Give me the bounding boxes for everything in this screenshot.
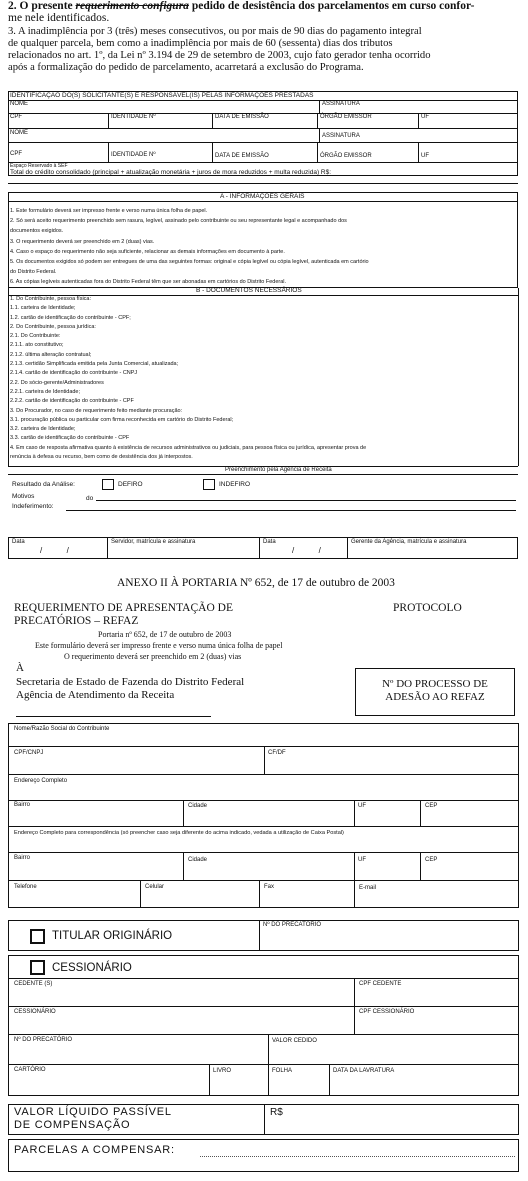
section-a-item: do Distrito Federal. (10, 269, 57, 276)
nome-label-2: NOME (10, 130, 28, 136)
cpf-cnpj-label: CPF/CNPJ (14, 750, 44, 756)
secretaria-line: Secretaria de Estado de Fazenda do Distrito Federal (16, 676, 245, 688)
orgao-emissor-label-2: ÓRGÃO EMISSOR (320, 153, 372, 159)
section-b-item: 2.1.2. última alteração contratual; (10, 351, 92, 358)
section-b-item: 1.1. carteira de Identidade; (10, 305, 76, 312)
fax-label: Fax (264, 884, 275, 890)
item-3-line2: de qualquer parcela, bem como a inadimplência por mais de 60 (sessenta) dias dos tributos (8, 38, 393, 49)
portaria-ref: Portaria nº 652, de 17 de outubro de 2003 (98, 630, 232, 639)
section-b-item: 1.2. cartão de identificação do contribuinte - CPF; (10, 314, 131, 321)
item-2-line2: me nele identificados. (8, 12, 110, 24)
servidor-label: Servidor, matrícula e assinatura (111, 539, 196, 545)
section-a-title: A - INFORMAÇÕES GERAIS (220, 193, 305, 200)
parcelas-label: PARCELAS A COMPENSAR: (14, 1144, 175, 1156)
section-a-item: 3. O requerimento deverá ser preenchido em 2 (duas) vias. (10, 238, 155, 245)
titular-label: TITULAR ORIGINÁRIO (52, 930, 173, 942)
cedente-label: CEDENTE (S) (14, 981, 53, 987)
cessionario-checkbox[interactable] (30, 960, 45, 975)
uf-label: UF (358, 803, 366, 809)
gerente-label: Gerente da Agência, matrícula e assinatura (351, 539, 467, 545)
motivos-label: Motivos (12, 493, 35, 500)
identification-block (8, 91, 518, 176)
section-b-list (10, 295, 515, 462)
identification-header: IDENTIFICAÇÃO DO(S) SOLICITANTE(S) E RESPONSÁVEL(IS) PELAS INFORMAÇÕES PRESTADAS (10, 92, 314, 99)
valor-liquido-line2: DE COMPENSAÇÃO (14, 1119, 131, 1131)
item-3-line3: relacionados no art. 1º, da Lei nº 3.194 de 29 de setembro de 2003, cujo fato gerador tenha ocorrido (8, 50, 431, 61)
uf-label-1: UF (421, 114, 429, 120)
addressee-a: À (16, 662, 24, 674)
item-3-line1: 3. A inadimplência por 3 (três) meses consecutivos, ou por mais de 90 dias do pagamento integral (8, 26, 422, 37)
item-3-text (8, 26, 526, 74)
cidade-label-2: Cidade (188, 857, 208, 863)
section-a-item: 2. Só será aceito requerimento preenchido sem rasura, legível, assinado pelo contribuinte ou seu representante legal e acompanhado dos (10, 218, 347, 225)
annex-heading: ANEXO II À PORTARIA Nº 652, de 17 de outubro de 2003 (117, 577, 395, 589)
assinatura-label-1: ASSINATURA (322, 101, 360, 107)
rs-label: R$ (270, 1107, 283, 1118)
section-b-item: 2.1.1. ato constitutivo; (10, 342, 64, 349)
indefiro-label: INDEFIRO (219, 481, 251, 488)
identidade-label-2: IDENTIDADE Nº (111, 152, 156, 158)
cidade-label: Cidade (188, 803, 208, 809)
section-a-item: 5. Os documentos exigidos só podem ser entregues de uma das seguintes formas: original e cópia legível ou cópia legível, autenticada em cartório (10, 259, 369, 266)
uf-label-2: UF (358, 857, 366, 863)
telefone-label: Telefone (14, 884, 37, 890)
item-2-text (8, 0, 526, 13)
section-b-item: 3. Do Procurador, no caso de requerimento feito mediante procuração: (10, 407, 183, 414)
section-b-item: 2.1.4. cartão de identificação do contribuinte - CNPJ (10, 370, 138, 377)
item-3-line4: após a formalização do pedido de parcelamento, acarretará a exclusão do Programa. (8, 62, 364, 73)
cpf-cedente-label: CPF CEDENTE (359, 981, 402, 987)
orgao-emissor-label-1: ÓRGÃO EMISSOR (320, 114, 372, 120)
email-label: E-mail (359, 885, 377, 891)
section-a-item: 4. Caso o espaço do requerimento não seja suficiente, relacionar as demais informações em documento à parte. (10, 248, 285, 255)
identidade-label-1: IDENTIDADE Nº (111, 114, 156, 120)
celular-label: Celular (145, 884, 165, 890)
cessionario-field-label: CESSIONÁRIO (14, 1009, 56, 1015)
endereco-corr-label: Endereço Completo para correspondência (só preencher caso seja diferente do acima indicado, vedada a utilização de Caixa Postal) (14, 830, 344, 836)
date-slashes-2: / / (292, 546, 321, 555)
bairro-label: Bairro (14, 802, 31, 808)
section-a-item: 1. Este formulário deverá ser impresso frente e verso numa única folha de papel. (10, 208, 208, 214)
nome-razao-label: Nome/Razão Social do Contribuinte (14, 726, 110, 732)
data-lavratura-label: DATA DA LAVRATURA (333, 1068, 395, 1074)
nome-label-1: NOME (10, 101, 28, 107)
cpf-cessionario-label: CPF CESSIONÁRIO (359, 1009, 415, 1015)
note-line-2: O requerimento deverá ser preenchido em 2 (duas) vias (64, 652, 242, 661)
data-emissao-label-2: DATA DE EMISSÃO (215, 153, 269, 159)
section-a-item: documentos exigidos. (10, 228, 64, 235)
indefiro-checkbox[interactable] (203, 479, 215, 490)
addressee (16, 676, 244, 702)
section-b-item: 3.1. procuração pública ou particular com firma reconhecida em cartório do Distrito Federal; (10, 416, 234, 423)
data-label-1: Data (12, 539, 25, 545)
section-a-list (10, 206, 515, 288)
cartorio-label: CARTÓRIO (14, 1067, 46, 1073)
titular-precatorio-label: Nº DO PRECATÓRIO (263, 922, 322, 928)
agency-title: Preenchimento pela Agência de Receita (225, 467, 332, 473)
bairro-label-2: Bairro (14, 855, 31, 861)
request-title-line2: PRECATÓRIOS – REFAZ (14, 615, 139, 627)
cess-precatorio-label: Nº DO PRECATÓRIO (14, 1037, 73, 1043)
note-line-1: Este formulário deverá ser impresso frente e verso numa única folha de papel (35, 641, 283, 650)
section-b-item: renúncia à defesa ou recurso, bem como de desistência dos já interpostos. (10, 454, 193, 461)
request-title (14, 602, 233, 628)
defiro-checkbox[interactable] (102, 479, 114, 490)
section-b-item: 2.2.1. carteira de Identidade; (10, 388, 81, 395)
cfdf-label: CF/DF (268, 750, 286, 756)
processo-label (355, 678, 515, 704)
livro-label: LIVRO (213, 1068, 232, 1074)
section-b-item: 2.2.2. cartão de identificação do contribuinte - CPF (10, 398, 134, 405)
date-slashes-1: / / (40, 546, 69, 555)
cpf-label-1: CPF (10, 114, 22, 120)
valor-liquido-line1: VALOR LÍQUIDO PASSÍVEL (14, 1106, 172, 1118)
endereco-label: Endereço Completo (14, 778, 68, 784)
protocolo-label: PROTOCOLO (393, 602, 462, 614)
item-2-struck: requerimento configura (75, 0, 189, 12)
valor-cedido-label: VALOR CEDIDO (272, 1038, 317, 1044)
section-b-item: 2. Do Contribuinte, pessoa jurídica: (10, 323, 96, 330)
section-b-item: 2.1.3. certidão Simplificada emitida pela Junta Comercial, atualizada; (10, 361, 179, 368)
defiro-label: DEFIRO (118, 481, 143, 488)
section-a-item: 6. As cópias legíveis autenticadas fora do Distrito Federal têm que ser abonadas em cartórios do Distrito Federal. (10, 279, 287, 286)
item-2-prefix: 2. O presente (8, 0, 73, 12)
processo-line2: ADESÃO AO REFAZ (385, 691, 485, 703)
section-b-item: 4. Em caso de resposta afirmativa quanto à existência de recursos administrativos ou judiciais, para pessoa física ou jurídica, apresentar prova de (10, 444, 367, 451)
section-b-item: 2.2. Do sócio-gerente/Administradores (10, 379, 104, 386)
item-2-rest: pedido de desistência dos parcelamentos em curso confor- (191, 0, 475, 12)
section-b-item: 2.1. Do Contribuinte: (10, 333, 61, 340)
cep-label: CEP (425, 803, 438, 809)
section-b-item: 1. Do Contribuinte, pessoa física: (10, 296, 92, 302)
data-label-2: Data (263, 539, 276, 545)
resultado-label: Resultado da Análise: (12, 481, 75, 488)
processo-line1: Nº DO PROCESSO DE (382, 678, 488, 690)
titular-checkbox[interactable] (30, 929, 45, 944)
valor-liquido-label (14, 1106, 172, 1132)
cep-label-2: CEP (425, 857, 438, 863)
cessionario-section (8, 955, 519, 1096)
section-b-item: 3.3. cartão de identificação do contribuinte - CPF (10, 435, 130, 442)
section-b-item: 3.2. carteira de Identidade; (10, 426, 76, 433)
uf-label-2: UF (421, 153, 429, 159)
data-emissao-label-1: DATA DE EMISSÃO (215, 114, 269, 120)
folha-label: FOLHA (272, 1068, 293, 1074)
request-title-line1: REQUERIMENTO DE APRESENTAÇÃO DE (14, 602, 233, 614)
do-label: do (86, 495, 94, 502)
cessionario-label: CESSIONÁRIO (52, 962, 132, 974)
cpf-label-2: CPF (10, 151, 22, 157)
total-credito-label: Total do crédito consolidado (principal + atualização monetária + juros de mora reduzidos + multa reduzida) R$: (10, 169, 332, 176)
indeferimento-label: Indeferimento: (12, 503, 54, 510)
section-b-title: B - DOCUMENTOS NECESSÁRIOS (196, 287, 302, 294)
assinatura-label-2: ASSINATURA (322, 133, 360, 139)
espaco-reservado-label: Espaço Reservado à SEF (10, 163, 68, 169)
agencia-line: Agência de Atendimento da Receita (16, 689, 175, 701)
